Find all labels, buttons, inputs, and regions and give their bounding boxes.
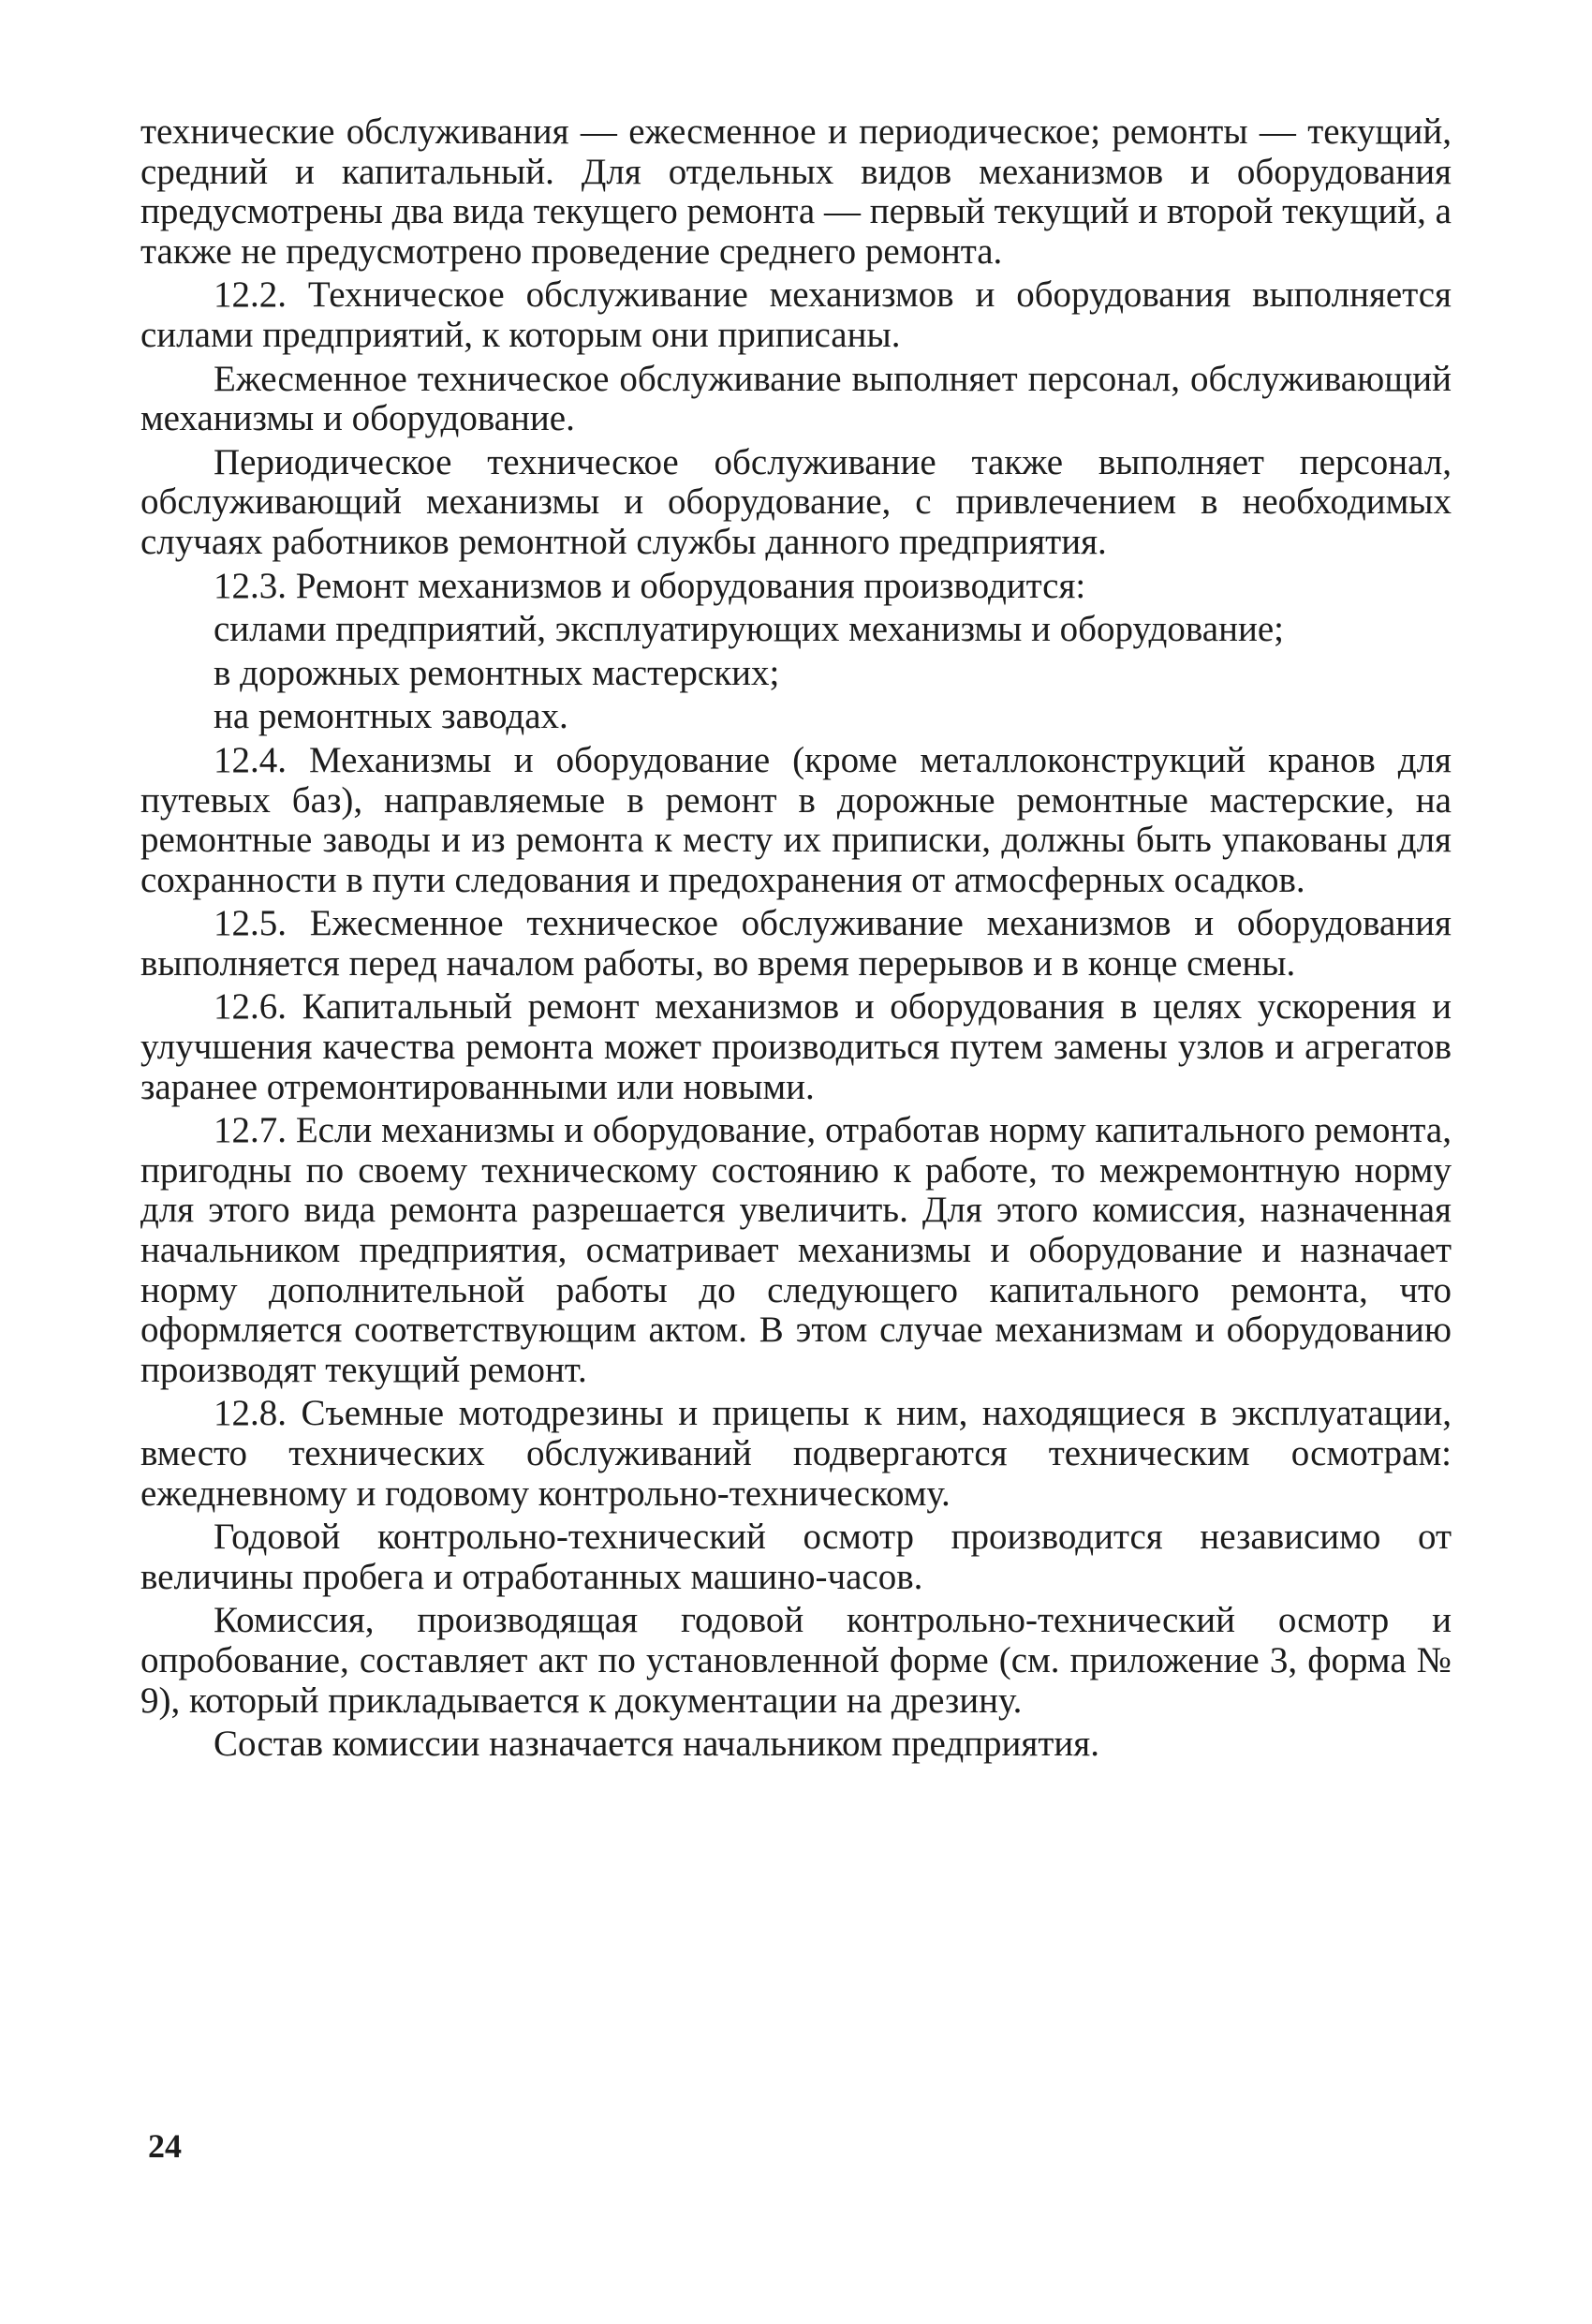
paragraph-periodic-maintenance: Периодическое техническое обслуживание также выполняет персонал, обслуживающий механизмы и оборудование, с привлечением в необходимых случаях работников ремонтной службы данного предприятия. <box>140 441 1452 562</box>
paragraph-continuation: технические обслуживания — ежесменное и периодическое; ремонты — текущий, средний и капитальный. Для отдельных видов механизмов и оборудования предусмотрены два вида текущего ремонта — первый текущий и второй текущий, а также не предусмотрено проведение среднего ремонта. <box>140 111 1452 272</box>
paragraph-list-item-2: в дорожных ремонтных мастерских; <box>214 652 780 693</box>
paragraph-12-7: 12.7. Если механизмы и оборудование, отработав норму капитального ремонта, пригодны по своему техническому состоянию к работе, то межремонтную норму для этого вида ремонта разрешается увеличить. Для этого комиссия, назначенная начальником предприятия, осматривает механизмы и оборудование и назначает норму дополнительной работы до следующего капитального ремонта, что оформляется соответствующим актом. В этом случае механизмам и оборудованию производят текущий ремонт. <box>140 1110 1452 1390</box>
paragraph-commission: Комиссия, производящая годовой контрольно-технический осмотр и опробование, составляет акт по установленной форме (см. приложение 3, форма № 9), который прикладывается к документации на дрезину. <box>140 1600 1452 1721</box>
paragraph-12-4: 12.4. Механизмы и оборудование (кроме металлоконструкций кранов для путевых баз), направляемые в ремонт в дорожные ремонтные мастерские, на ремонтные заводы и из ремонта к месту их приписки, должны быть упакованы для сохранности в пути следования и предохранения от атмосферных осадков. <box>140 739 1452 900</box>
page-number: 24 <box>148 2127 182 2165</box>
paragraph-commission-composition: Состав комиссии назначается начальником предприятия. <box>214 1724 1099 1765</box>
paragraph-12-8: 12.8. Съемные мотодрезины и прицепы к ним, находящиеся в эксплуатации, вместо технических обслуживаний подвергаются техническим осмотрам: ежедневному и годовому контрольно-техническому. <box>140 1393 1452 1514</box>
paragraph-annual-inspection: Годовой контрольно-технический осмотр производится независимо от величины пробега и отработанных машино-часов. <box>140 1517 1452 1597</box>
page-body <box>140 112 1452 1769</box>
paragraph-12-5: 12.5. Ежесменное техническое обслуживание механизмов и оборудования выполняется перед началом работы, во время перерывов и в конце смены. <box>140 903 1452 984</box>
paragraph-12-3: 12.3. Ремонт механизмов и оборудования производится: <box>214 565 1086 606</box>
paragraph-daily-maintenance: Ежесменное техническое обслуживание выполняет персонал, обслуживающий механизмы и оборудование. <box>140 358 1452 439</box>
paragraph-12-2: 12.2. Техническое обслуживание механизмов и оборудования выполняется силами предприятий, к которым они приписаны. <box>140 274 1452 355</box>
paragraph-12-6: 12.6. Капитальный ремонт механизмов и оборудования в целях ускорения и улучшения качества ремонта может производиться путем замены узлов и агрегатов заранее отремонтированными или новыми. <box>140 986 1452 1107</box>
paragraph-list-item-1: силами предприятий, эксплуатирующих механизмы и оборудование; <box>214 609 1284 650</box>
paragraph-list-item-3: на ремонтных заводах. <box>214 696 568 737</box>
